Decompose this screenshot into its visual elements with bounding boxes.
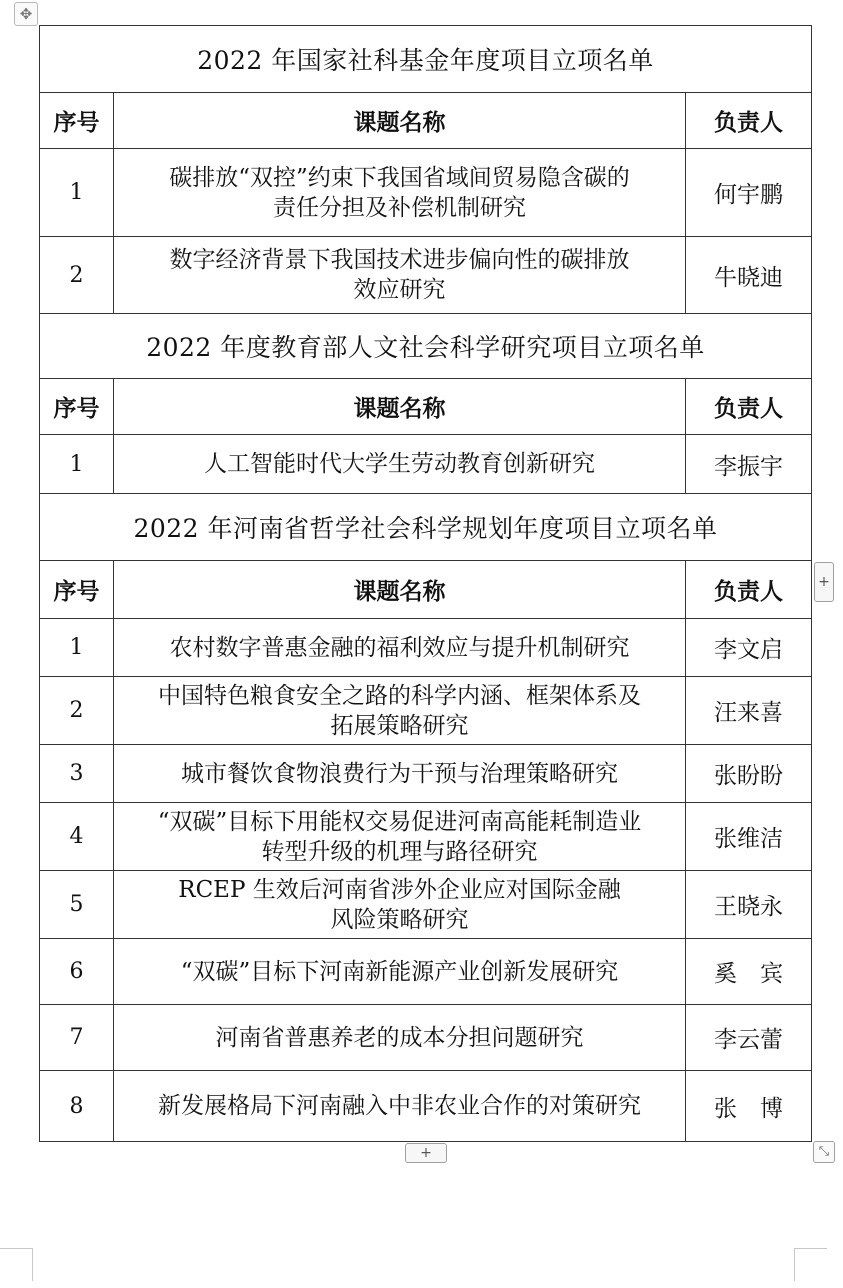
row-topic [114,1071,686,1142]
row-leader: 李云蕾 [686,1005,812,1071]
header-row [40,93,812,149]
topic-line: 风险策略研究 [330,906,469,933]
row-index: 5 [40,871,114,939]
table-row [40,237,812,314]
page-corner-mark-right [794,1248,827,1281]
section-title-row [40,314,812,379]
row-index: 3 [40,745,114,803]
table-row [40,435,812,494]
page-corner-mark-left [0,1248,33,1281]
row-topic [114,619,686,677]
row-topic [114,871,686,939]
row-index: 8 [40,1071,114,1142]
section-title: 2022 年河南省哲学社会科学规划年度项目立项名单 [40,494,812,561]
topic-line: 拓展策略研究 [330,712,469,739]
project-list-table [39,25,812,1142]
topic-line: 城市餐饮食物浪费行为干预与治理策略研究 [181,760,618,787]
header-index: 序号 [40,561,114,619]
row-leader: 李振宇 [686,435,812,494]
row-index: 1 [40,435,114,494]
header-leader: 负责人 [686,93,812,149]
row-topic [114,745,686,803]
header-row [40,379,812,435]
topic-line: 人工智能时代大学生劳动教育创新研究 [204,451,595,477]
section-title: 2022 年国家社科基金年度项目立项名单 [40,26,812,93]
header-index: 序号 [40,379,114,435]
row-leader: 张 博 [686,1071,812,1142]
table-row [40,871,812,939]
topic-line: 效应研究 [353,277,446,303]
row-topic [114,1005,686,1071]
topic-line: 数字经济背景下我国技术进步偏向性的碳排放 [169,247,630,273]
table-row [40,939,812,1005]
row-index: 1 [40,149,114,237]
row-leader: 张维洁 [686,803,812,871]
row-topic [114,237,686,314]
table-row [40,803,812,871]
topic-line: RCEP 生效后河南省涉外企业应对国际金融 [178,876,621,903]
row-topic [114,149,686,237]
section-title-row [40,494,812,561]
row-topic [114,939,686,1005]
section-title: 2022 年度教育部人文社会科学研究项目立项名单 [40,314,812,379]
row-index: 2 [40,237,114,314]
row-leader: 奚 宾 [686,939,812,1005]
header-row [40,561,812,619]
row-leader: 张盼盼 [686,745,812,803]
topic-line: 责任分担及补偿机制研究 [273,194,526,221]
header-topic: 课题名称 [114,379,686,435]
header-index: 序号 [40,93,114,149]
topic-line: 中国特色粮食安全之路的科学内涵、框架体系及 [158,682,641,709]
row-topic [114,677,686,745]
row-index: 1 [40,619,114,677]
table-resize-icon[interactable]: ⤡ [813,1141,835,1163]
row-index: 2 [40,677,114,745]
table-row [40,149,812,237]
row-index: 6 [40,939,114,1005]
row-index: 4 [40,803,114,871]
topic-line: “双碳”目标下河南新能源产业创新发展研究 [180,958,619,985]
add-column-button[interactable]: + [814,562,834,602]
row-topic [114,803,686,871]
header-topic: 课题名称 [114,93,686,149]
table-row [40,677,812,745]
section-title-row [40,26,812,93]
row-topic [114,435,686,494]
table-row [40,745,812,803]
header-topic: 课题名称 [114,561,686,619]
add-row-button[interactable]: + [405,1143,447,1163]
row-leader: 汪来喜 [686,677,812,745]
table-row [40,619,812,677]
table-row [40,1005,812,1071]
header-leader: 负责人 [686,561,812,619]
table-move-icon[interactable]: ✥ [14,2,38,26]
topic-line: 新发展格局下河南融入中非农业合作的对策研究 [158,1093,641,1119]
row-leader: 何宇鹏 [686,149,812,237]
row-index: 7 [40,1005,114,1071]
topic-line: 河南省普惠养老的成本分担问题研究 [215,1024,584,1051]
topic-line: “双碳”目标下用能权交易促进河南高能耗制造业 [157,808,642,835]
table-row [40,1071,812,1142]
row-leader: 李文启 [686,619,812,677]
header-leader: 负责人 [686,379,812,435]
topic-line: 转型升级的机理与路径研究 [261,838,538,865]
topic-line: 碳排放“双控”约束下我国省域间贸易隐含碳的 [169,164,630,191]
topic-line: 农村数字普惠金融的福利效应与提升机制研究 [169,634,630,661]
row-leader: 牛晓迪 [686,237,812,314]
row-leader: 王晓永 [686,871,812,939]
